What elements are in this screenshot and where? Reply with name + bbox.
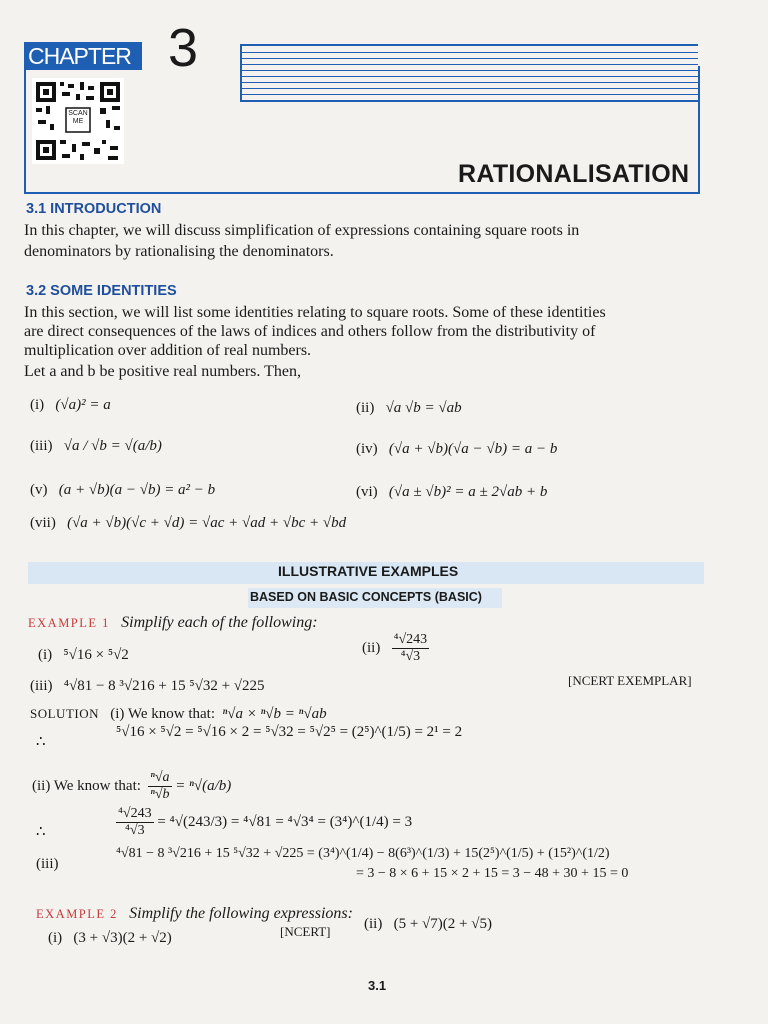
example-1-header [28,614,318,632]
solution-label: SOLUTION [30,706,99,721]
ncert-reference: [NCERT] [280,924,331,939]
rule-fraction [148,770,171,803]
identity-item [30,397,111,414]
fraction-numerator: ⁿ√a [150,770,170,785]
identity-expression: (√a + √b)(√c + √d) = √ac + √ad + √bc + √bd [67,515,347,531]
solution-part-iii-label: (iii) [36,856,59,872]
example-label: EXAMPLE 1 [28,616,110,630]
section-heading-identities: 3.2 SOME IDENTITIES [26,283,177,299]
therefore-symbol: ∴ [36,734,46,750]
illustrative-title: ILLUSTRATIVE EXAMPLES [278,563,459,579]
intro-line-2: denominators by rationalising the denominators. [24,243,334,260]
identity-expression: (√a ± √b)² = a ± 2√ab + b [388,484,548,500]
part-label: (i) [38,647,53,663]
identity-expression: (a + √b)(a − √b) = a² − b [58,482,216,498]
solution-step-intro: (i) We know that: [110,706,215,722]
example-2-part-ii [364,916,492,933]
identity-label: (iv) [356,441,378,457]
chapter-label: CHAPTER [24,42,142,70]
identity-item [30,515,346,532]
identity-label: (iii) [30,438,53,454]
work-fraction [116,806,154,839]
identity-expression: √a √b = √ab [385,400,462,416]
section-heading-introduction: 3.1 INTRODUCTION [26,201,162,217]
header-decoration-lines [240,44,698,104]
part-expression: (3 + √3)(2 + √2) [73,930,172,946]
example-1-part-i [38,647,129,664]
fraction-numerator: ⁴√243 [118,806,152,821]
example-prompt: Simplify the following expressions: [129,905,353,922]
fraction-numerator: ⁴√243 [393,632,428,647]
chapter-title: RATIONALISATION [458,160,690,188]
page-number: 3.1 [368,978,387,993]
part-label: (iii) [30,678,53,694]
identity-item [30,438,162,455]
part-expression: (5 + √7)(2 + √5) [393,916,492,932]
identities-line-1: In this section, we will list some identities relating to square roots. Some of these identities [24,304,606,321]
chapter-number: 3 [168,18,199,78]
example-1-part-iii [30,678,265,695]
part-expression: ⁴√81 − 8 ³√216 + 15 ⁵√32 + √225 [63,678,265,694]
rule-rhs: = ⁿ√(a/b) [175,777,232,794]
solution-work-3-line-1: ⁴√81 − 8 ³√216 + 15 ⁵√32 + √225 = (3⁴)^(1/4) − 8(6³)^(1/3) + 15(2⁵)^(1/5) + (15²)^(1/2) [116,846,610,861]
fraction-denominator: ⁴√3 [125,823,145,838]
solution-line-2 [32,770,231,803]
example-label: EXAMPLE 2 [36,907,118,921]
therefore-symbol: ∴ [36,824,46,840]
identity-label: (vi) [356,484,378,500]
solution-work-2 [116,806,412,839]
qr-caption: SCAN ME [68,110,88,125]
identity-label: (v) [30,482,48,498]
example-prompt: Simplify each of the following: [121,614,318,631]
identity-item [356,484,547,501]
identities-line-4: Let a and b be positive real numbers. Then, [24,363,301,380]
identity-item [356,400,462,417]
identity-label: (vii) [30,515,56,531]
identities-line-3: multiplication over addition of real numbers. [24,342,312,359]
work-rest: = ⁴√(243/3) = ⁴√81 = ⁴√3⁴ = (3⁴)^(1/4) = 3 [157,813,413,830]
identity-item [356,441,557,458]
basic-subtitle: BASED ON BASIC CONCEPTS (BASIC) [250,590,482,604]
example-2-part-i [48,930,172,947]
identity-expression: (√a)² = a [55,397,111,413]
identities-line-2: are direct consequences of the laws of indices and others follow from the distributivity of [24,323,596,340]
fraction-denominator: ⁴√3 [400,649,421,664]
part-fraction [392,632,430,665]
identity-label: (i) [30,397,45,413]
solution-line-1 [30,706,327,723]
identity-label: (ii) [356,400,375,416]
solution-work-1: ⁵√16 × ⁵√2 = ⁵√16 × 2 = ⁵√32 = ⁵√2⁵ = (2⁵)^(1/5) = 2¹ = 2 [116,724,463,740]
part-label: (ii) [362,640,381,656]
identity-expression: (√a + √b)(√a − √b) = a − b [388,441,558,457]
ncert-exemplar-reference: [NCERT EXEMPLAR] [568,673,692,688]
identity-expression: √a / √b = √(a/b) [63,438,162,454]
intro-line-1: In this chapter, we will discuss simplification of expressions containing square roots in [24,222,580,239]
fraction-denominator: ⁿ√b [150,787,170,802]
part-expression: ⁵√16 × ⁵√2 [63,647,129,663]
part-label: (ii) [364,916,383,932]
example-2-header [36,905,353,923]
solution-step-intro: (ii) We know that: [32,777,141,794]
solution-rule: ⁿ√a × ⁿ√b = ⁿ√ab [222,706,327,722]
identity-item [30,482,215,499]
part-label: (i) [48,930,63,946]
solution-work-3-line-2: = 3 − 8 × 6 + 15 × 2 + 15 = 3 − 48 + 30 + 15 = 0 [356,866,629,881]
example-1-part-ii [362,632,429,665]
